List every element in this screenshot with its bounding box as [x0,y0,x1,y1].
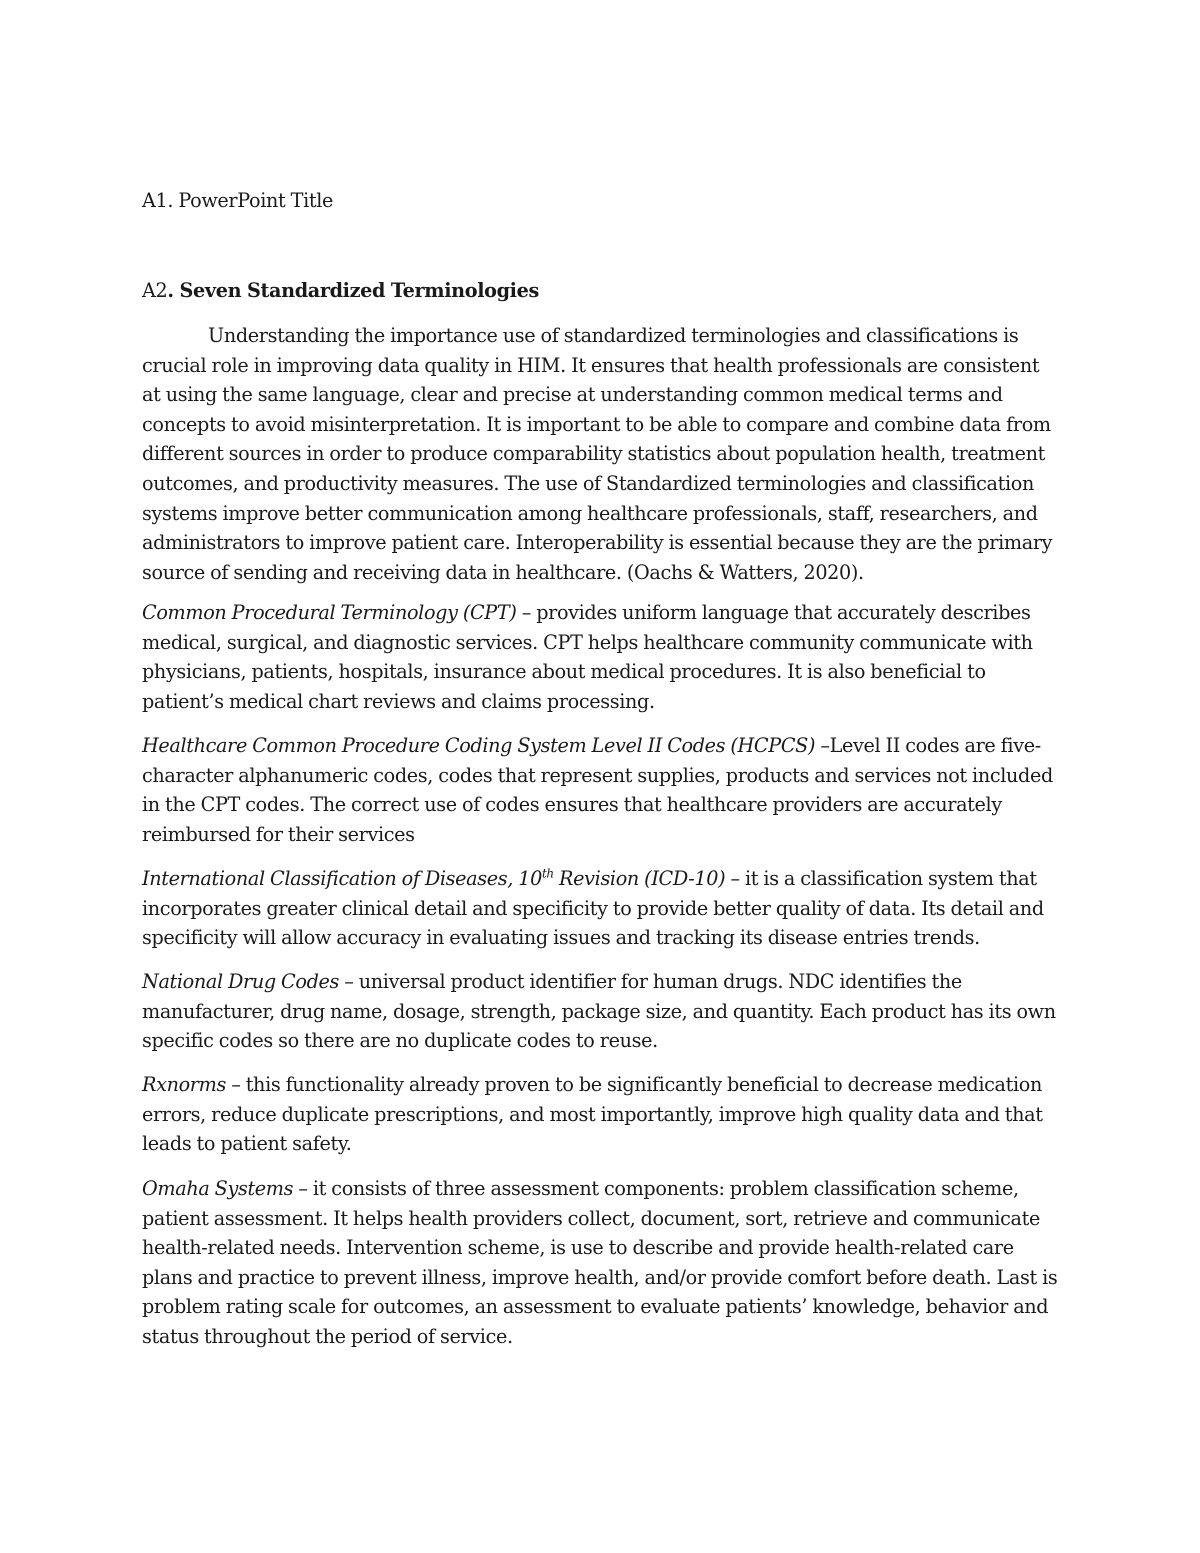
a1-heading: A1. PowerPoint Title [142,189,334,212]
term-name-ndc: National Drug Codes [142,970,340,993]
a2-dot: . [167,279,180,302]
a2-prefix: A2 [142,279,168,302]
term-text-hcpcs: –Level II codes are five-character alphanumeric codes, codes that represent supplies, products and services not included in the CPT codes. The correct use of codes ensures that healthcare providers are accurately reimbursed for their services [142,734,1053,846]
term-name-cpt: Common Procedural Terminology (CPT) [142,601,517,624]
document-page [142,0,1062,1553]
intro-paragraph: Understanding the importance use of standardized terminologies and classifications is crucial role in improving data quality in HIM. It ensures that health professionals are consistent at using the same language, clear and precise at understanding common medical terms and concepts to avoid misinterpretation. It is important to be able to compare and combine data from different sources in order to produce comparability statistics about population health, treatment outcomes, and productivity measures. The use of Standardized terminologies and classification systems improve better communication among healthcare professionals, staff, researchers, and administrators to improve patient care. Interoperability is essential because they are the primary source of sending and receiving data in healthcare. (Oachs & Watters, 2020). [142,324,1053,584]
term-text-ndc: – universal product identifier for human drugs. NDC identifies the manufacturer, drug name, dosage, strength, package size, and quantity. Each product has its own specific codes so there are no duplicate codes to reuse. [142,970,1056,1053]
term-paragraph-rxnorms [142,1070,1062,1159]
term-name-rxnorms: Rxnorms [142,1073,226,1096]
term-paragraph-hcpcs [142,731,1062,849]
a2-heading [142,276,1062,306]
a2-title: Seven Standardized Terminologies [179,279,539,302]
term-text-rxnorms: – this functionality already proven to be significantly beneficial to decrease medication errors, reduce duplicate prescriptions, and most importantly, improve high quality data and that leads to patient safety. [142,1073,1043,1156]
term-paragraph-cpt [142,598,1062,716]
term-paragraph-omaha [142,1174,1062,1352]
term-text-icd10: – it is a classification system that incorporates greater clinical detail and specificity to provide better quality of data. Its detail and specificity will allow accuracy in evaluating issues and tracking its disease entries trends. [142,867,1044,950]
term-paragraph-icd10 [142,864,1062,953]
term-text-omaha: – it consists of three assessment components: problem classification scheme, patient assessment. It helps health providers collect, document, sort, retrieve and communicate health-related needs. Intervention scheme, is use to describe and provide health-related care plans and practice to prevent illness, improve health, and/or provide comfort before death. Last is problem rating scale for outcomes, an assessment to evaluate patients’ knowledge, behavior and status throughout the period of service. [142,1177,1058,1348]
term-name-hcpcs: Healthcare Common Procedure Coding System Level II Codes (HCPCS) [142,734,816,757]
term-name-icd10: International Classification of Diseases, 10th Revision (ICD-10) [142,866,726,890]
term-paragraph-ndc [142,967,1062,1056]
term-name-omaha: Omaha Systems [142,1177,294,1200]
term-text-cpt: – provides uniform language that accurately describes medical, surgical, and diagnostic services. CPT helps healthcare community communicate with physicians, patients, hospitals, insurance about medical procedures. It is also beneficial to patient’s medical chart reviews and claims processing. [142,601,1033,713]
